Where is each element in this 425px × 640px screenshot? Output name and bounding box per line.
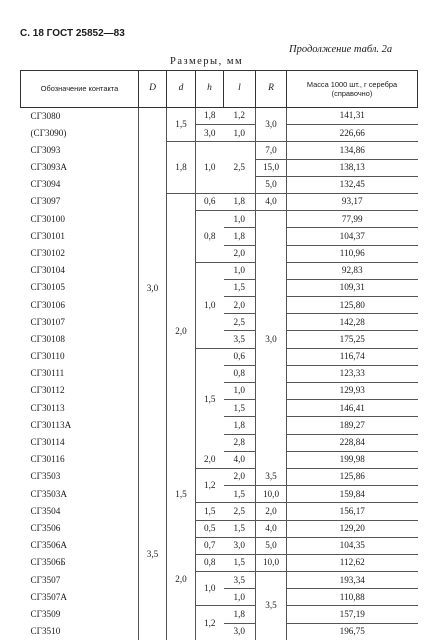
contact-name: СГ30116 bbox=[21, 451, 139, 468]
contacts-table bbox=[20, 70, 418, 640]
cell-l: 1,0 bbox=[224, 383, 256, 400]
contact-name: СГ3503А bbox=[21, 486, 139, 503]
cell-R: 4,0 bbox=[256, 520, 287, 537]
cell-h: 2,0 bbox=[196, 451, 224, 468]
cell-l: 3,0 bbox=[233, 626, 245, 637]
cell-mass: 109,31 bbox=[287, 279, 418, 296]
cell-l: 3,5 bbox=[224, 331, 256, 348]
table-row bbox=[21, 520, 418, 537]
cell-mass: 199,98 bbox=[287, 451, 418, 468]
contact-name: СГ30111 bbox=[21, 365, 139, 382]
cell-mass: 189,27 bbox=[287, 417, 418, 434]
cell-R: 5,0 bbox=[256, 176, 287, 193]
col-header-D: D bbox=[139, 71, 167, 108]
contact-name: СГ30102 bbox=[21, 245, 139, 262]
cell-d: 1,5 bbox=[167, 108, 196, 142]
cell-mass: 159,84 bbox=[287, 486, 418, 503]
cell-mass: 196,75 bbox=[339, 626, 365, 637]
cell-l: 1,5 bbox=[224, 400, 256, 417]
cell-mass: 226,66 bbox=[287, 125, 418, 142]
contact-name: СГ30106 bbox=[21, 297, 139, 314]
contact-name: СГ3506 bbox=[21, 520, 139, 537]
table-row bbox=[21, 348, 418, 365]
continuation-label: Продолжение табл. 2а bbox=[289, 44, 393, 55]
cell-mass: 112,62 bbox=[287, 554, 418, 571]
col-header-l: l bbox=[224, 71, 256, 108]
cell-l: 3,0 bbox=[224, 537, 256, 554]
cell-mass: 193,34 bbox=[287, 572, 418, 589]
table-row bbox=[21, 606, 418, 623]
table-row bbox=[21, 262, 418, 279]
cell-l: 1,0 bbox=[224, 125, 256, 142]
cell-h: 0,6 bbox=[196, 193, 224, 210]
cell-mass: 141,31 bbox=[287, 108, 418, 125]
table-row bbox=[21, 211, 418, 228]
col-header-mass: Масса 1000 шт., г серебра (справочно) bbox=[287, 71, 418, 108]
cell-h: 3,0 bbox=[196, 125, 224, 142]
contact-name: СГ3507А bbox=[21, 589, 139, 606]
table-row bbox=[21, 193, 418, 210]
cell-l: 1,8 bbox=[224, 193, 256, 210]
cell-mass: 156,17 bbox=[287, 503, 418, 520]
cell-mass: 228,84 bbox=[287, 434, 418, 451]
cell-h: 0,8 bbox=[196, 211, 224, 263]
contact-name: СГ30108 bbox=[21, 331, 139, 348]
cell-mass: 123,33 bbox=[287, 365, 418, 382]
table-row bbox=[21, 451, 418, 468]
cell-l: 2,5 bbox=[224, 503, 256, 520]
cell-R: 7,0 bbox=[256, 142, 287, 159]
cell-h: 1,5 bbox=[204, 394, 216, 405]
table-row bbox=[21, 468, 418, 485]
cell-h: 1,2 bbox=[196, 468, 224, 502]
cell-mass: 134,86 bbox=[287, 142, 418, 159]
table-row bbox=[21, 142, 418, 159]
contact-name: СГ3506Б bbox=[21, 554, 139, 571]
cell-d: 1,8 bbox=[167, 142, 196, 194]
cell-l: 1,8 bbox=[224, 606, 256, 623]
contact-name: СГ3094 bbox=[21, 176, 139, 193]
cell-l: 1,8 bbox=[224, 417, 256, 434]
cell-l: 1,2 bbox=[224, 108, 256, 125]
cell-R: 2,0 bbox=[256, 503, 287, 520]
cell-mass: 138,13 bbox=[287, 159, 418, 176]
cell-l: 2,0 bbox=[224, 468, 256, 485]
cell-mass: 132,45 bbox=[287, 176, 418, 193]
cell-R: 4,0 bbox=[256, 193, 287, 210]
cell-mass: 125,86 bbox=[287, 468, 418, 485]
contact-name: СГ30113А bbox=[21, 417, 139, 434]
cell-mass: 110,88 bbox=[287, 589, 418, 606]
cell-mass: 146,41 bbox=[287, 400, 418, 417]
cell-mass: 175,25 bbox=[287, 331, 418, 348]
cell-mass: 104,37 bbox=[287, 228, 418, 245]
cell-l: 3,5 bbox=[224, 572, 256, 589]
cell-l: 2,0 bbox=[224, 245, 256, 262]
col-header-d: d bbox=[167, 71, 196, 108]
contact-name: СГ3504 bbox=[21, 503, 139, 520]
table-row bbox=[21, 108, 418, 125]
cell-l: 2,0 bbox=[224, 297, 256, 314]
col-header-name: Обозначение контакта bbox=[21, 71, 139, 108]
header-row bbox=[21, 71, 418, 108]
contact-name: СГ3093 bbox=[21, 142, 139, 159]
cell-h: 1,0 bbox=[196, 572, 224, 606]
cell-R: 5,0 bbox=[256, 537, 287, 554]
cell-l: 1,0 bbox=[224, 262, 256, 279]
page-header: С. 18 ГОСТ 25852—83 bbox=[20, 28, 125, 39]
cell-mass: 125,80 bbox=[287, 297, 418, 314]
contact-name: СГ3506А bbox=[21, 537, 139, 554]
contact-name: СГ30110 bbox=[21, 348, 139, 365]
cell-l: 1,0 bbox=[224, 211, 256, 228]
cell-l: 1,5 bbox=[224, 554, 256, 571]
contact-name: СГ30105 bbox=[21, 279, 139, 296]
contact-name: СГ3080 bbox=[21, 108, 139, 125]
contact-name: СГ3503 bbox=[21, 468, 139, 485]
cell-h: 0,7 bbox=[196, 537, 224, 554]
cell-R: 3,0 bbox=[256, 108, 287, 142]
cell-mass: 77,99 bbox=[287, 211, 418, 228]
cell-mass: 92,83 bbox=[287, 262, 418, 279]
cell-R: 3,0 bbox=[256, 211, 287, 469]
cell-h: 0,5 bbox=[196, 520, 224, 537]
cell-l: 0,6 bbox=[224, 348, 256, 365]
cell-mass: 129,93 bbox=[287, 383, 418, 400]
cell-h: 1,8 bbox=[196, 108, 224, 125]
cell-mass: 157,19 bbox=[287, 606, 418, 623]
table-row bbox=[21, 537, 418, 554]
cell-h: 0,8 bbox=[196, 554, 224, 571]
cell-mass: 104,35 bbox=[287, 537, 418, 554]
cell-R: 15,0 bbox=[256, 159, 287, 176]
cell-l: 0,8 bbox=[224, 365, 256, 382]
cell-l: 1,0 bbox=[224, 589, 256, 606]
contact-name: СГ30112 bbox=[21, 383, 139, 400]
cell-l: 1,8 bbox=[224, 228, 256, 245]
cell-R: 3,5 bbox=[256, 572, 287, 640]
table-row bbox=[21, 572, 418, 589]
contact-name: СГ30113 bbox=[21, 400, 139, 417]
cell-R: 3,5 bbox=[256, 468, 287, 485]
contact-name: СГ3093А bbox=[21, 159, 139, 176]
cell-l: 1,5 bbox=[224, 486, 256, 503]
cell-h: 1,5 bbox=[196, 503, 224, 520]
table-row bbox=[21, 125, 418, 142]
cell-l: 1,5 bbox=[224, 279, 256, 296]
cell-D: 3,0 bbox=[139, 108, 167, 469]
cell-h: 1,0 bbox=[196, 142, 224, 194]
contact-name: (СГ3090) bbox=[21, 125, 139, 142]
cell-R: 10,0 bbox=[256, 486, 287, 503]
contact-name: СГ30104 bbox=[21, 262, 139, 279]
contact-name: СГ30114 bbox=[21, 434, 139, 451]
cell-mass: 142,28 bbox=[287, 314, 418, 331]
table-row bbox=[21, 503, 418, 520]
col-header-R: R bbox=[256, 71, 287, 108]
contact-name: СГ3510 bbox=[21, 623, 139, 640]
cell-l: 2,5 bbox=[224, 314, 256, 331]
cell-R: 10,0 bbox=[256, 554, 287, 571]
cell-d: 2,0 bbox=[167, 193, 196, 468]
cell-l: 4,0 bbox=[224, 451, 256, 468]
table-row bbox=[21, 554, 418, 571]
cell-d: 2,0 bbox=[167, 520, 196, 640]
contact-name: СГ3507 bbox=[21, 572, 139, 589]
cell-l: 2,5 bbox=[224, 142, 256, 194]
col-header-h: h bbox=[196, 71, 224, 108]
cell-d: 1,5 bbox=[167, 468, 196, 520]
contact-name: СГ3509 bbox=[21, 606, 139, 623]
contact-name: СГ30100 bbox=[21, 211, 139, 228]
cell-mass: 110,96 bbox=[287, 245, 418, 262]
sizes-label: Размеры, мм bbox=[170, 56, 244, 67]
contact-name: СГ30107 bbox=[21, 314, 139, 331]
cell-D: 3,5 bbox=[139, 468, 167, 639]
cell-l: 2,8 bbox=[224, 434, 256, 451]
contact-name: СГ3097 bbox=[21, 193, 139, 210]
cell-mass: 116,74 bbox=[287, 348, 418, 365]
cell-l: 1,5 bbox=[224, 520, 256, 537]
cell-h: 1,0 bbox=[196, 262, 224, 348]
cell-h: 1,2 bbox=[204, 617, 216, 628]
cell-mass: 93,17 bbox=[287, 193, 418, 210]
contact-name: СГ30101 bbox=[21, 228, 139, 245]
cell-mass: 129,20 bbox=[287, 520, 418, 537]
